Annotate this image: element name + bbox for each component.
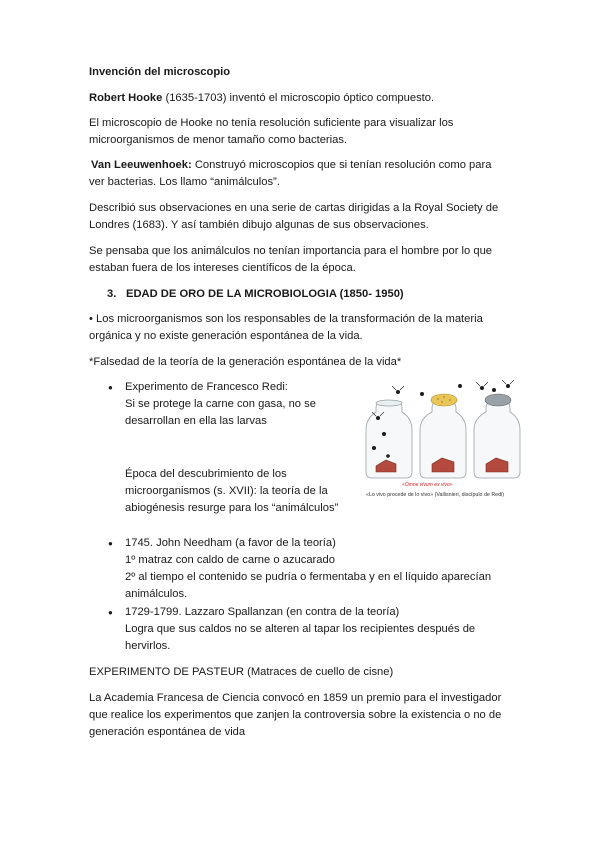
paragraph-leeuwenhoek — [91, 157, 491, 174]
hooke-res-line-2: microorganismos de menor tamaño como bacterias. — [89, 134, 348, 146]
jar-gauze — [420, 394, 466, 478]
jar-open — [366, 400, 412, 478]
bullet-spallanzani: ● — [108, 608, 113, 617]
academia-line-3: generación espontánea de vida — [89, 726, 246, 738]
epoca-line-1: Época del descubrimiento de los — [125, 468, 287, 480]
animalculos-line-2: estaban fuera de los intereses científicos de la época. — [89, 262, 356, 274]
needham-line-1: 1745. John Needham (a favor de la teoría) — [125, 537, 336, 549]
redi-line-3: desarrollan en ella las larvas — [125, 415, 267, 427]
cartas-line-1: Describió sus observaciones en una serie de cartas dirigidas a la Royal Society de — [89, 202, 499, 214]
bullet-redi: ● — [108, 383, 113, 392]
section-3-number: 3. — [107, 288, 117, 300]
animalculos-line-1: Se pensaba que los animálculos no tenían importancia para el hombre por lo que — [89, 245, 493, 257]
needham-line-4: animálculos. — [125, 588, 188, 600]
needham-line-3: 2º al tiempo el contenido se pudría o fermentaba y en el líquido aparecían — [125, 571, 492, 583]
falsedad-line: *Falsedad de la teoría de la generación espontánea de la vida* — [89, 356, 402, 368]
hooke-name: Robert Hooke — [89, 92, 163, 104]
heading-invencion: Invención del microscopio — [89, 66, 231, 78]
redi-line-2: Si se protege la carne con gasa, no se — [125, 398, 316, 410]
bullet-needham: ● — [108, 539, 113, 548]
micro-line-2: orgánica y no existe generación espontánea de la vida. — [89, 330, 363, 342]
jar-sealed — [474, 394, 520, 478]
section-3-title: EDAD DE ORO DE LA MICROBIOLOGIA (1850- 1950) — [126, 288, 404, 300]
spallanzani-line-1: 1729-1799. Lazzaro Spallanzan (en contra de la teoría) — [125, 606, 400, 618]
hooke-res-line-1: El microscopio de Hooke no tenía resolución suficiente para visualizar los — [89, 117, 454, 129]
redi-line-1: Experimento de Francesco Redi: — [125, 381, 288, 393]
epoca-line-3: abiogénesis resurge para los “animálculos” — [125, 502, 339, 514]
micro-line-1: • Los microorganismos son los responsables de la transformación de la materia — [89, 313, 483, 325]
pasteur-line: EXPERIMENTO DE PASTEUR (Matraces de cuello de cisne) — [89, 666, 394, 678]
leeuwenhoek-name: Van Leeuwenhoek: — [91, 159, 192, 171]
academia-line-2: que realice los experimentos que zanjen la controversia sobre la existencia o no de — [89, 709, 502, 721]
epoca-line-2: microorganismos (s. XVII): la teoría de la — [125, 485, 328, 497]
paragraph-hooke — [89, 90, 434, 107]
spallanzani-line-3: hervirlos. — [125, 640, 171, 652]
spallanzani-line-2: Logra que sus caldos no se alteren al tapar los recipientes después de — [125, 623, 476, 635]
needham-line-2: 1º matraz con caldo de carne o azucarado — [125, 554, 335, 566]
leeuwenhoek-text: Construyó microscopios que si tenían resolución como para — [191, 159, 492, 171]
leeuwenhoek-line-2: ver bacterias. Los llamo “animálculos”. — [89, 176, 280, 188]
hooke-text: (1635-1703) inventó el microscopio óptico compuesto. — [162, 92, 435, 104]
figure-red-label: «Omne vivum ex vivo» — [402, 482, 453, 488]
cartas-line-2: Londres (1683). Y así también dibujo algunas de sus observaciones. — [89, 219, 429, 231]
academia-line-1: La Academia Francesa de Ciencia convocó en 1859 un premio para el investigador — [89, 692, 502, 704]
figure-caption: «Lo vivo procede de lo vivo» (Vallisnieri, discípulo de Redi) — [366, 492, 504, 498]
